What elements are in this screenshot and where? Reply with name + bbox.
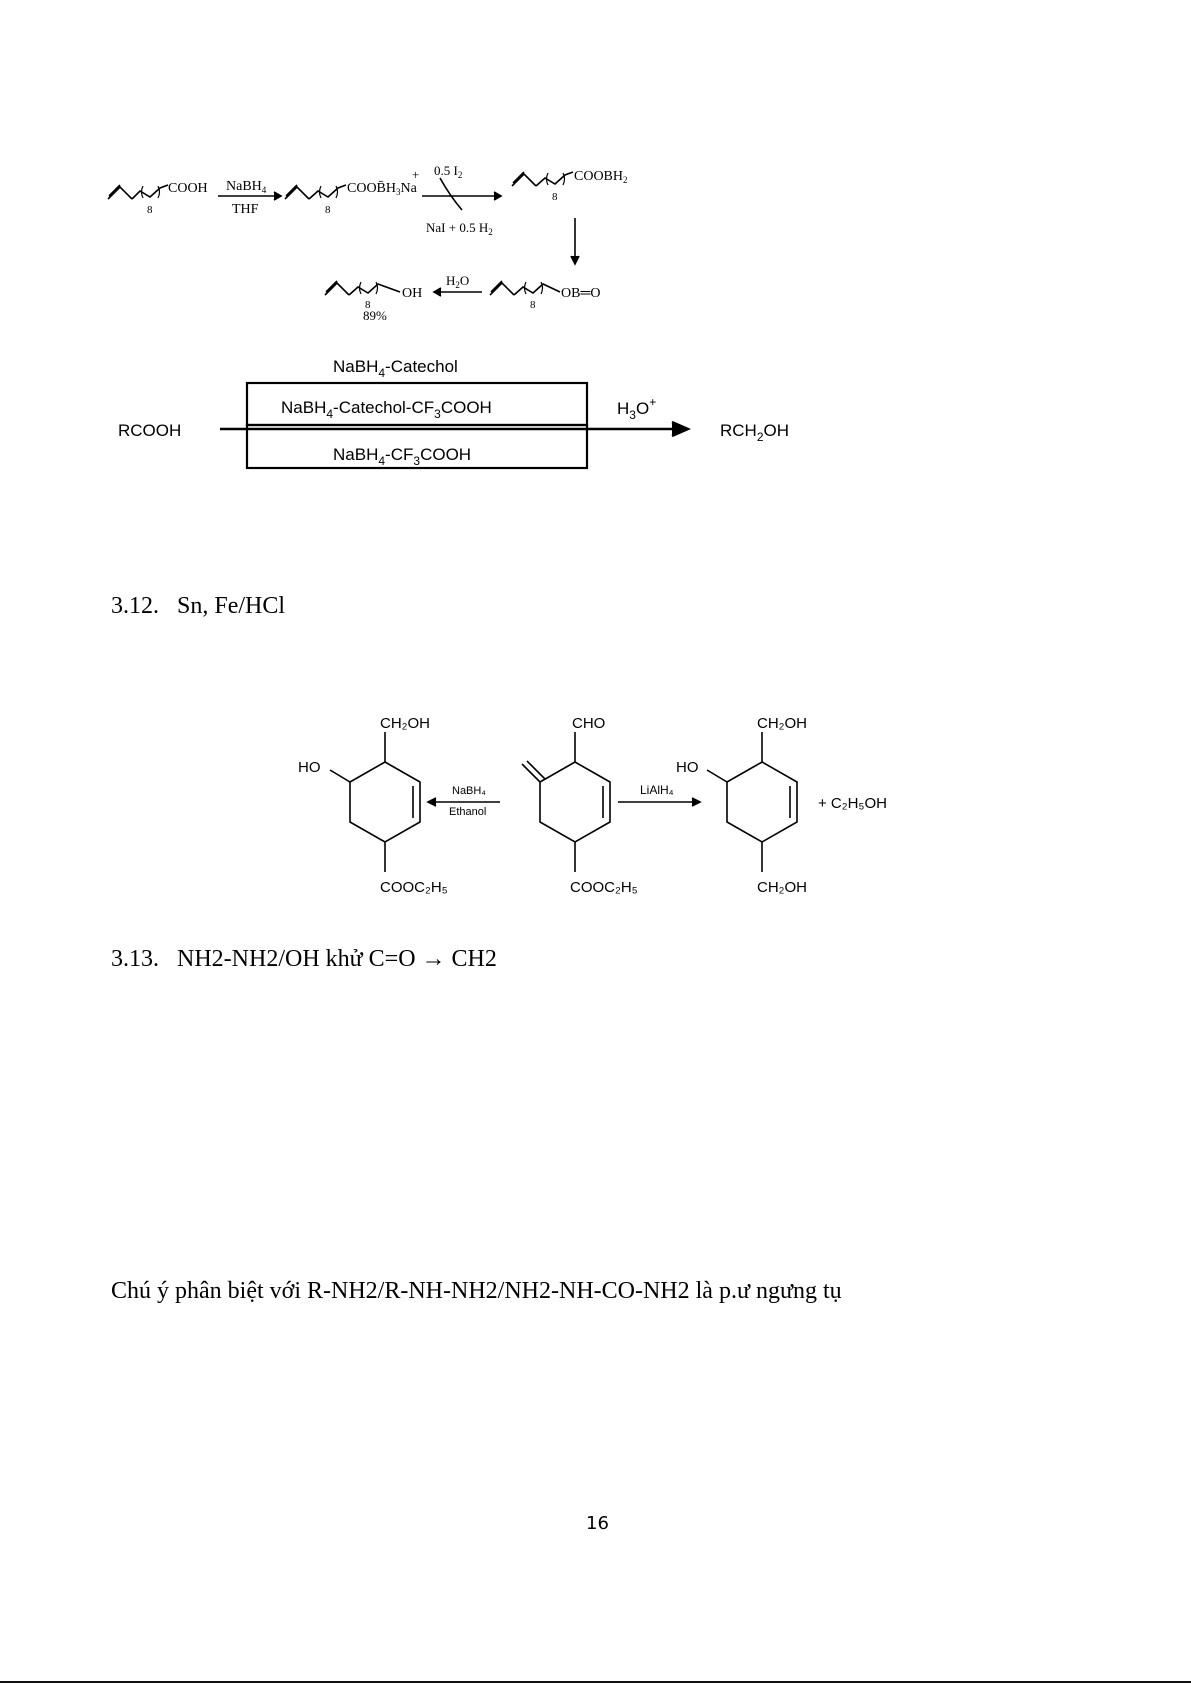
section-3-12-heading: 3.12. Sn, Fe/HCl bbox=[111, 593, 286, 619]
svg-text:8: 8 bbox=[530, 299, 536, 311]
svg-text:COOB̄H3Na: $COOB̄H_3Na$ bbox=[347, 181, 417, 197]
page-bottom-rule bbox=[0, 1681, 1191, 1683]
chain-count: 8 bbox=[147, 204, 153, 216]
svg-text:NaBH4-Catechol-CF3COOH: $NaBH_4-Catechol-CF_3COOH$ bbox=[281, 398, 492, 421]
svg-text:8: 8 bbox=[365, 299, 371, 311]
svg-text:NaBH4-Catechol: NaBH$_4$-Catechol bbox=[333, 357, 458, 380]
svg-text:8: 8 bbox=[552, 191, 558, 203]
svg-text:COOBH2: $COOBH_2$ bbox=[574, 169, 628, 185]
svg-text:COOC₂H₅: COOC₂H₅ bbox=[570, 879, 638, 896]
svg-text:NaBH4-CF3COOH: $NaBH_4-CF_3COOH$ bbox=[333, 445, 472, 468]
svg-text:CH₂OH: CH₂OH bbox=[757, 879, 807, 896]
solvent-label: THF bbox=[232, 202, 259, 217]
substituent-ester: COOC₂H₅ bbox=[380, 879, 448, 896]
reagent-lialh4: LiAlH₄ bbox=[640, 783, 674, 797]
substituent-cho: CHO bbox=[572, 715, 606, 732]
reagent-ethanol: Ethanol bbox=[449, 806, 487, 818]
svg-text:NaBH4: NaBH$_4$ bbox=[226, 179, 267, 195]
svg-text:OH: OH bbox=[402, 286, 423, 301]
svg-text:RCH2OH: $RCH_2OH$ bbox=[720, 421, 790, 444]
scheme-rcooh-reduction bbox=[0, 340, 1191, 500]
scheme-nabh4-iodine bbox=[0, 0, 1191, 340]
section-3-13-heading: 3.13. NH2-NH2/OH khử C=O → CH2 bbox=[111, 946, 497, 972]
note-paragraph: Chú ý phân biệt với R-NH2/R-NH-NH2/NH2-NH-CO-NH2 là p.ư ngưng tụ bbox=[111, 1278, 842, 1304]
svg-text:NaI + 0.5 H2: NaI + 0.5 $H_2$ bbox=[426, 220, 493, 237]
svg-text:8: 8 bbox=[325, 204, 331, 216]
acid-group: COOH bbox=[168, 181, 208, 196]
svg-text:CH₂OH: CH₂OH bbox=[757, 715, 807, 732]
svg-text:+: + bbox=[412, 167, 420, 182]
svg-text:OB═O: OB═O bbox=[561, 286, 601, 301]
page-number: 16 bbox=[586, 1513, 609, 1534]
svg-text:HO: HO bbox=[676, 759, 699, 776]
svg-text:H2O: $H_2O$ bbox=[446, 273, 470, 290]
substituent-ho: HO bbox=[298, 759, 321, 776]
yield-label: 89% bbox=[363, 308, 387, 323]
svg-text:H3O+: $H_3O^+$ bbox=[617, 395, 657, 422]
svg-text:0.5 I2: 0.5 $I_2$ bbox=[434, 163, 463, 180]
reactant-rcooh: RCOOH bbox=[118, 421, 182, 440]
reagent-nabh4: NaBH₄ bbox=[452, 785, 486, 797]
substituent-ch2oh: CH₂OH bbox=[380, 715, 430, 732]
coproduct-ethanol: + C₂H₅OH bbox=[818, 795, 887, 812]
scheme-selective-reduction bbox=[0, 700, 1191, 910]
